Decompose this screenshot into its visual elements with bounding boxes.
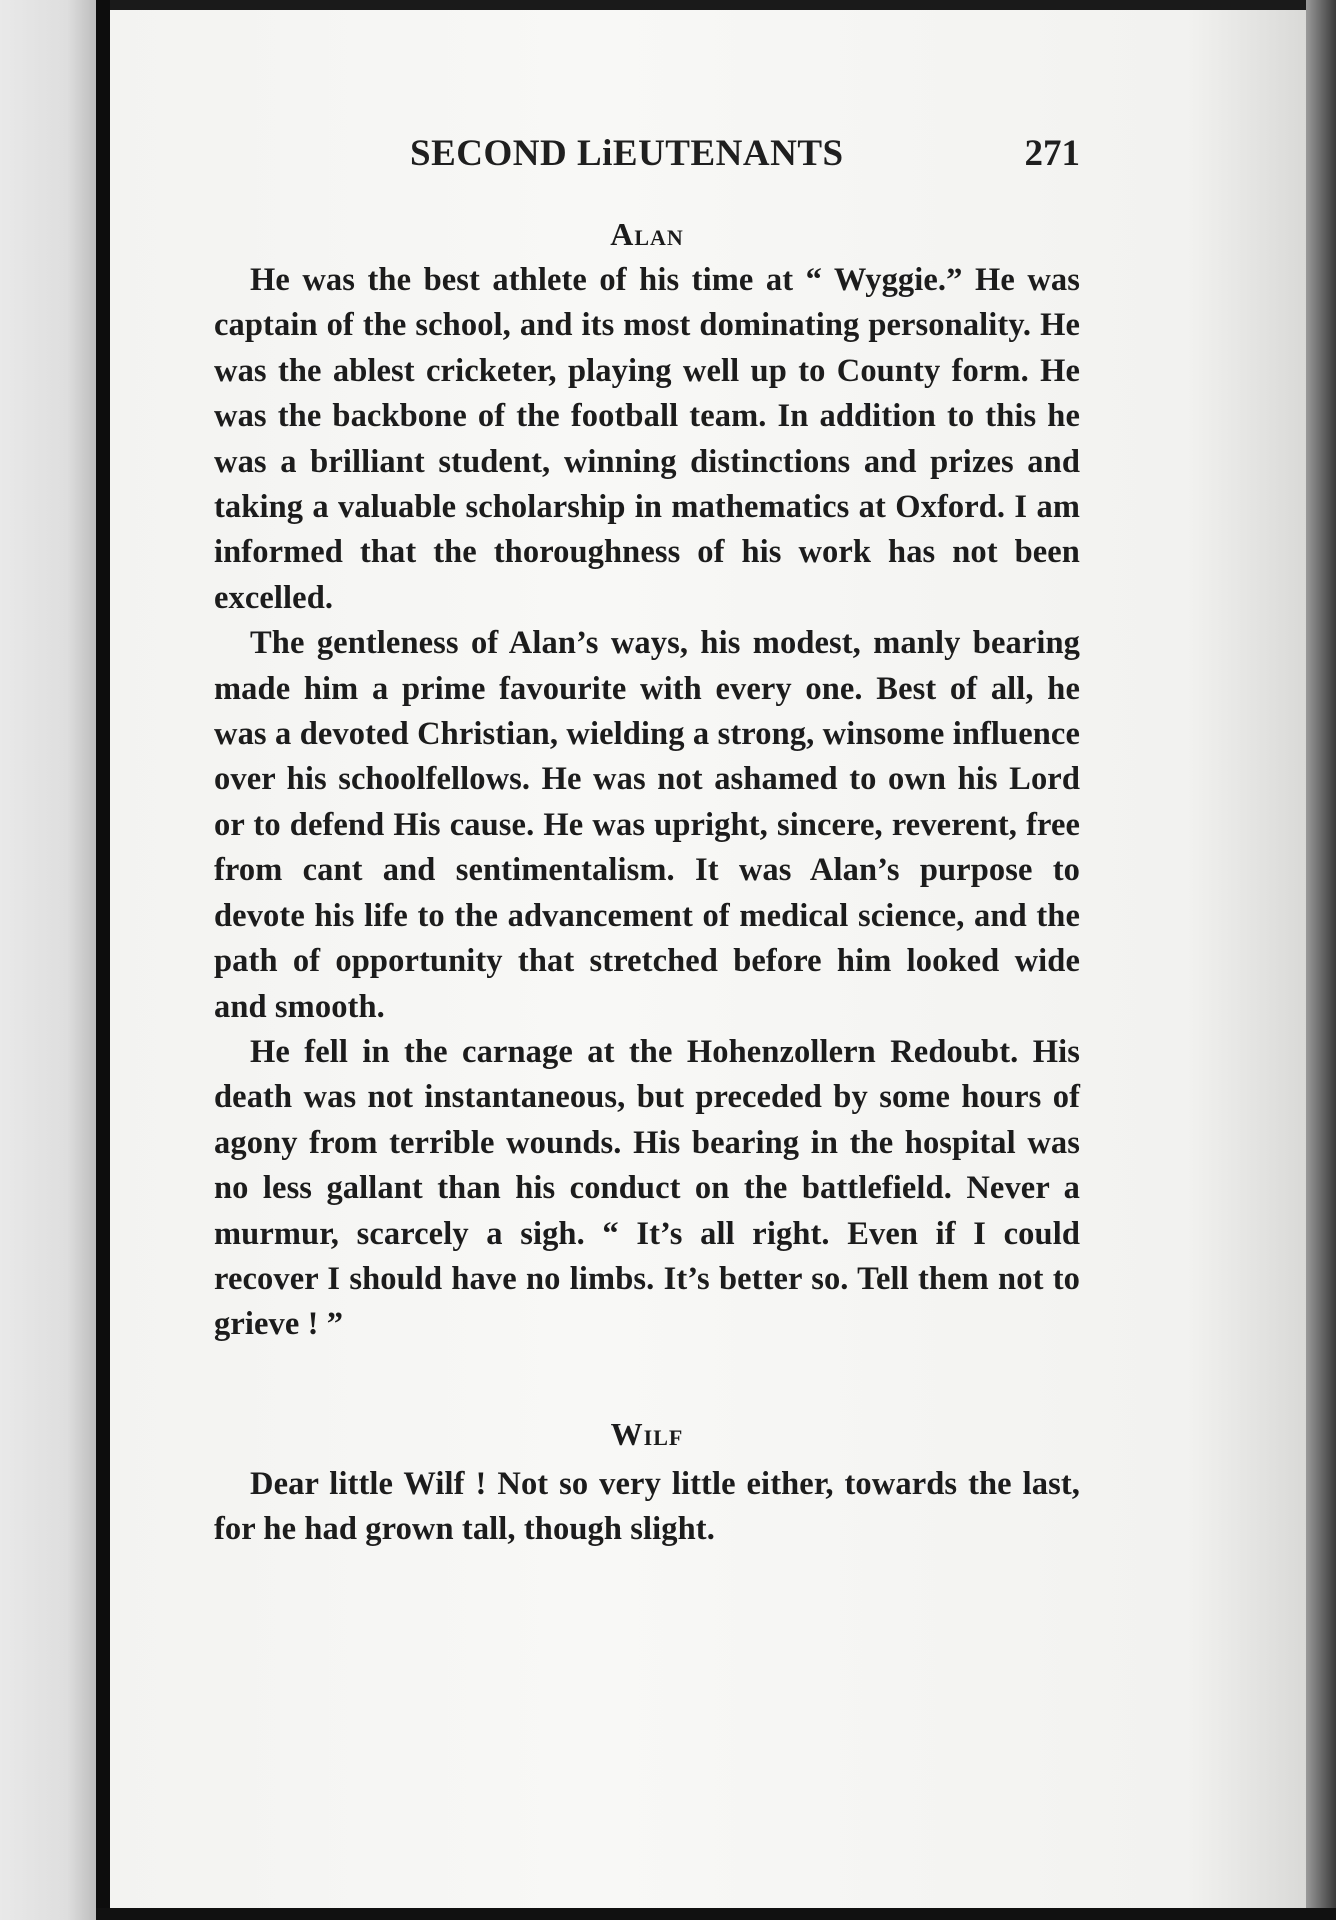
body-text (214, 210, 1080, 1553)
section-heading-alan: Alan (610, 216, 684, 252)
facing-page-edge (0, 0, 96, 1920)
book-gutter (96, 0, 110, 1920)
paragraph: He was the best athlete of his time at “ Wyggie.” He was captain of the school, and its most dominating personality. He was the ablest cricketer, playing well up to County form. He was the backbone of the football team. In addition to this he was a brilliant student, winning distinctions and prizes and taking a valuable scholarship in mathematics at Oxford. I am informed that the thoroughness of his work has not been excelled. (214, 262, 1080, 616)
paragraph: He fell in the carnage at the Hohenzollern Redoubt. His death was not instantaneous, but preceded by some hours of agony from terrible wounds. His bearing in the hospital was no less gallant than his conduct on the battlefield. Never a murmur, scarcely a sigh. “ It’s all right. Even if I could recover I should have no limbs. It’s better so. Tell them not to grieve ! ” (214, 1033, 1080, 1343)
page-edge-shadow (1306, 0, 1336, 1920)
paragraph: Dear little Wilf ! Not so very little either, towards the last, for he had grown tall, though slight. (214, 1465, 1080, 1548)
running-head-title: SECOND LiEUTENANTS (410, 133, 844, 174)
scan-border (96, 1908, 1336, 1920)
page-number: 271 (1024, 133, 1080, 174)
section-heading-wilf: Wilf (610, 1415, 684, 1452)
running-head (110, 132, 1080, 182)
paragraph: The gentleness of Alan’s ways, his modest, manly bearing made him a prime favourite with every one. Best of all, he was a devoted Christian, wielding a strong, winsome influence over his schoolfellows. He was not ashamed to own his Lord or to defend His cause. He was upright, sincere, reverent, free from cant and sentimentalism. It was Alan’s purpose to devote his life to the advancement of medical science, and the path of opportunity that stretched before him looked wide and smooth. (214, 625, 1080, 1025)
section-spacer (214, 1348, 1080, 1406)
book-page (110, 10, 1306, 1908)
